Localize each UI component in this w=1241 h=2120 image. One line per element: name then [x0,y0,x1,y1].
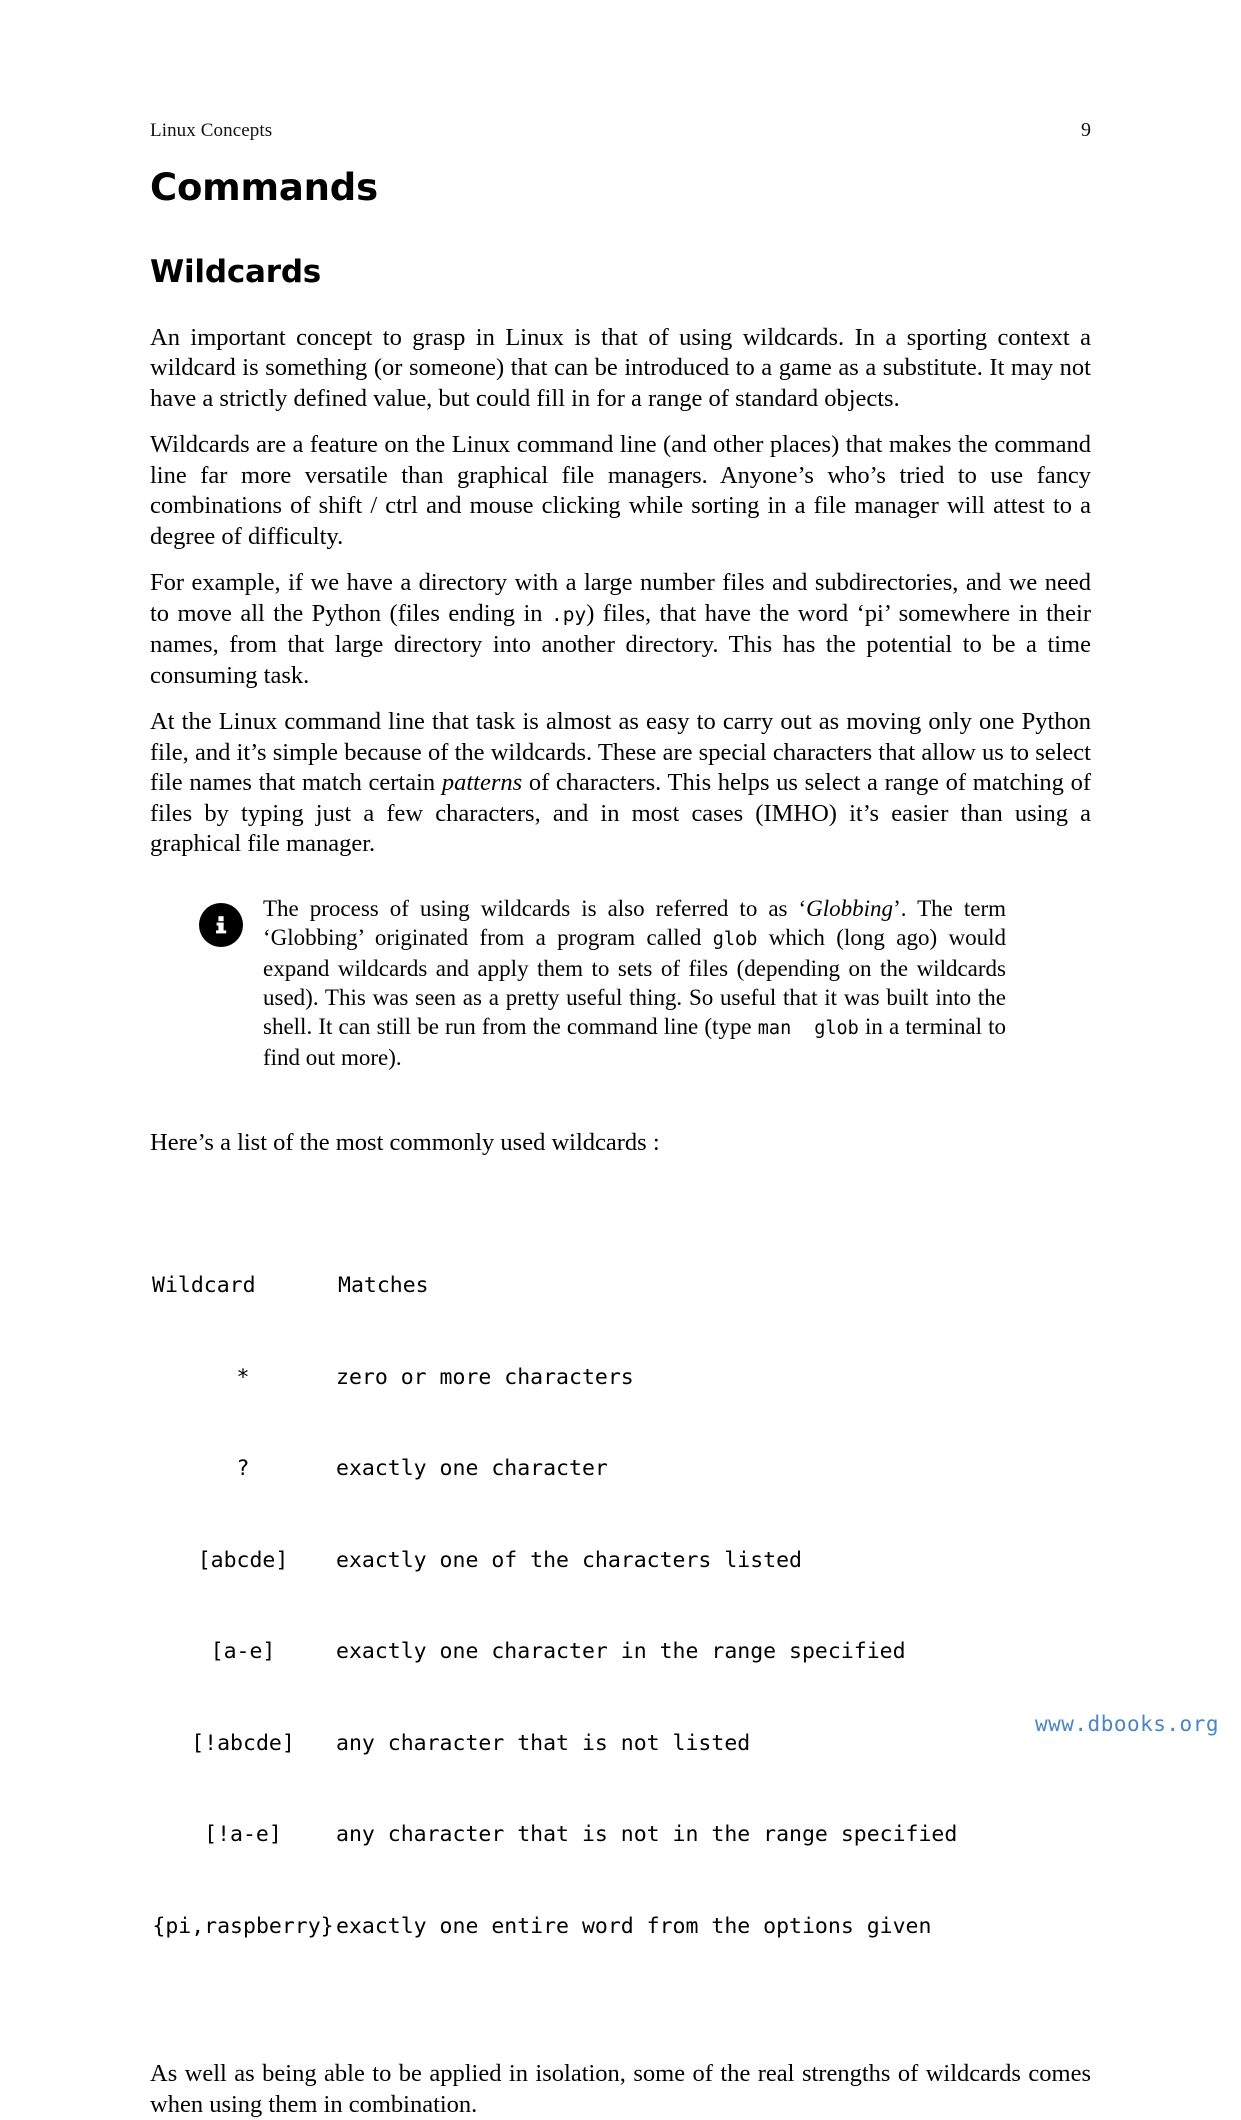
wildcard-value: any character that is not listed [336,1730,751,1756]
wildcard-header-key: Wildcard [152,1273,256,1299]
callout-part-b: ’. The term ‘Globbing’ originated from a program called [263,895,1006,950]
running-head [150,118,1091,143]
running-head-title: Linux Concepts [150,120,273,141]
paragraph-feature: Wildcards are a feature on the Linux command line (and other places) that makes the command line far more versatile than graphical file managers. Anyone’s who’s tried to use fancy combinations of shift / ctrl and mouse clicking while sorting in a file manager will attest to a degree of difficulty. [150,431,1091,550]
callout-part-c: which (long ago) would expand wildcards and apply them to sets of files (depending on the wildcards used). This was seen as a pretty useful thing. So useful that it was built into the shell. It can still be run from the command line (type [263,924,1006,1039]
table-row [150,1454,1091,1485]
dbooks-watermark-link[interactable]: www.dbooks.org [1034,1712,1219,1736]
info-callout [178,894,1006,1072]
wildcard-key: [!abcde] [191,1730,295,1756]
info-icon [199,903,243,947]
wildcard-table [150,1210,1091,2003]
wildcard-value: zero or more characters [336,1364,634,1390]
paragraph-patterns-part-b: of characters. This helps us select a range of matching of files by typing just a few characters, and in most cases (IMHO) it’s easier than using a graphical file manager. [150,769,1092,858]
wildcard-key: [!a-e] [204,1822,282,1848]
callout-part-d: in a terminal to find out more). [263,1013,1006,1070]
inline-code-py: .py [550,602,587,626]
paragraph-example-part-a: For example, if we have a directory with a large number files and subdirectories, and we need to move all the Python (files ending in [150,569,1091,627]
table-row [150,1729,1091,1760]
paragraph-example [150,568,1091,691]
paragraph-intro: An important concept to grasp in Linux is that of using wildcards. In a sporting context a wildcard is something (or someone) that can be introduced to a game as a substitute. It may not have a strictly defined value, but could fill in for a range of standard objects. [150,323,1091,412]
wildcard-key: * [236,1364,250,1390]
wildcard-header-value: Matches [338,1273,429,1299]
table-row [150,1820,1091,1851]
wildcard-value: any character that is not in the range specified [336,1822,958,1848]
emphasis-patterns: patterns [441,769,523,797]
inline-code-glob: glob [712,928,758,950]
wildcard-value: exactly one of the characters listed [336,1547,802,1573]
paragraph-closing: As well as being able to be applied in isolation, some of the real strengths of wildcards comes when using them in combination. [150,2060,1091,2118]
wildcard-key: [a-e] [210,1639,276,1665]
emphasis-globbing: Globbing [806,895,894,921]
table-row [150,1546,1091,1577]
wildcard-value: exactly one character [336,1456,608,1482]
page-content [150,168,1091,2120]
wildcard-value: exactly one entire word from the options given [336,1913,932,1939]
wildcard-value: exactly one character in the range specified [336,1639,906,1665]
paragraph-patterns-part-a: At the Linux command line that task is almost as easy to carry out as moving only one Python file, and it’s simple because of the wildcards. These are special characters that allow us to select file names that match certain [150,708,1091,797]
paragraph-patterns [150,707,1091,860]
wildcard-table-header-row [150,1271,1091,1302]
wildcard-key: ? [236,1456,250,1482]
wildcard-key: {pi,raspberry} [152,1913,334,1939]
chapter-heading: Commands [150,166,378,209]
paragraph-example-part-b: ) files, that have the word ‘pi’ somewhere in their names, from that large directory into another directory. This has the potential to be a time consuming task. [150,599,1092,689]
callout-part-a: The process of using wildcards is also referred to as ‘ [263,895,807,921]
inline-code-man-glob: man glob [757,1017,859,1039]
table-row [150,1363,1091,1394]
section-heading: Wildcards [150,253,322,290]
paragraph-lead-in: Here’s a list of the most commonly used wildcards : [150,1128,660,1156]
table-row [150,1912,1091,1943]
wildcard-key: [abcde] [197,1547,289,1573]
table-row [150,1637,1091,1668]
info-callout-text [263,894,1006,1072]
page-number: 9 [1081,119,1091,141]
